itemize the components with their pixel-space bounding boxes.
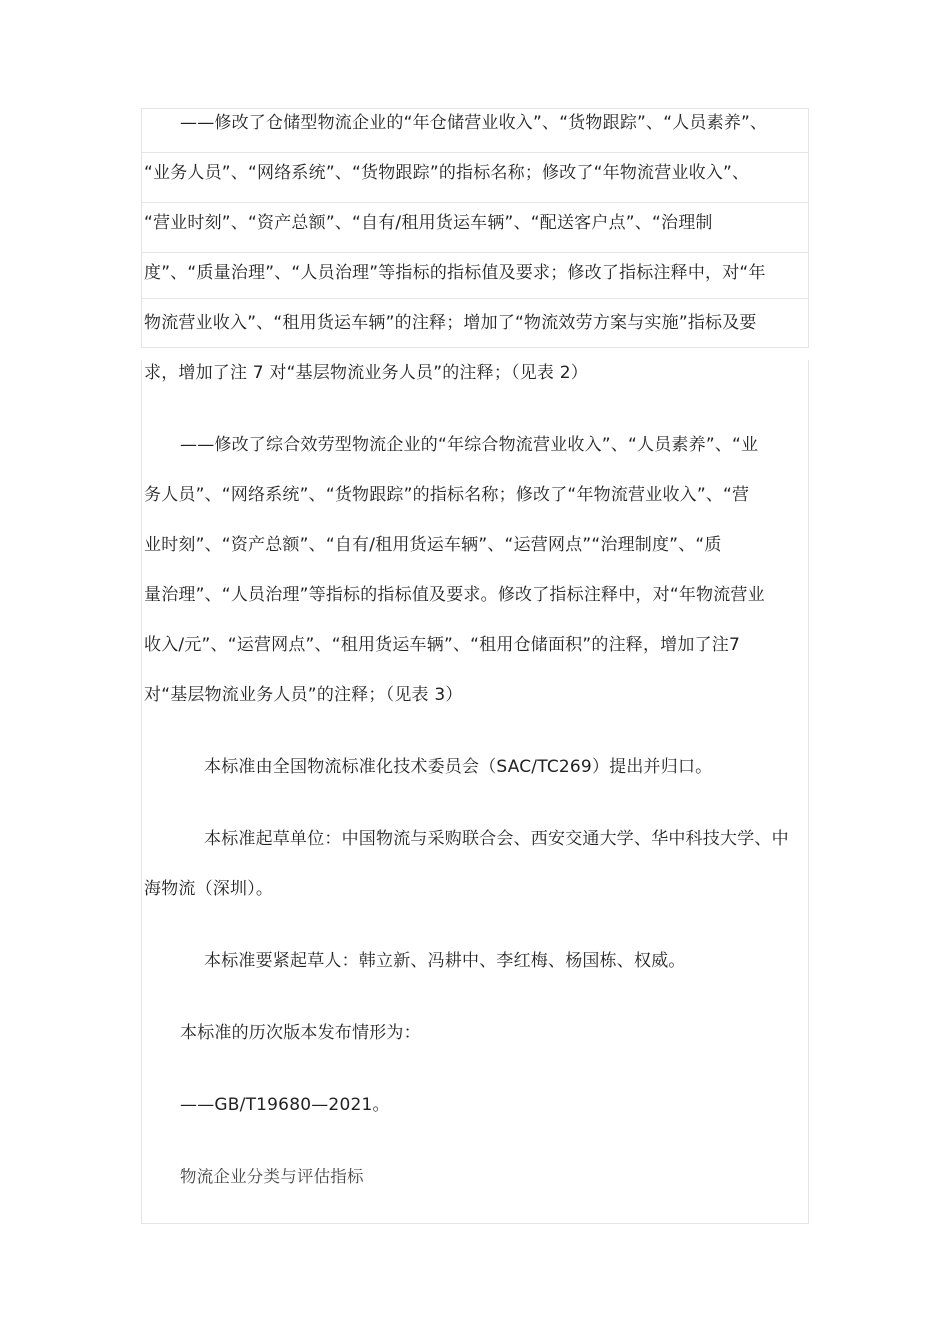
text-line: 务人员”、“网络系统”、“货物跟踪”的指标名称；修改了“年物流营业收入”、“营: [144, 485, 750, 505]
divider-line: [141, 252, 809, 253]
divider-line: [141, 152, 809, 153]
text-line: 物流企业分类与评估指标: [180, 1167, 364, 1186]
text-line: “业务人员”、“网络系统”、“货物跟踪”的指标名称；修改了“年物流营业收入”、: [144, 163, 750, 183]
text-line: ——修改了综合效劳型物流企业的“年综合物流营业收入”、“人员素养”、“业: [180, 435, 759, 455]
text-line: 度”、“质量治理”、“人员治理”等指标的指标值及要求；修改了指标注释中，对“年: [144, 263, 766, 283]
text-line: 求，增加了注 7 对“基层物流业务人员”的注释；（见表 2）: [144, 363, 588, 383]
divider-line: [141, 202, 809, 203]
text-line: 本标准的历次版本发布情形为：: [180, 1023, 421, 1043]
text-line: “营业时刻”、“资产总额”、“自有/租用货运车辆”、“配送客户点”、“治理制: [144, 213, 713, 233]
text-line: 量治理”、“人员治理”等指标的指标值及要求。修改了指标注释中，对“年物流营业: [144, 585, 765, 605]
text-line: 本标准起草单位：中国物流与采购联合会、西安交通大学、华中科技大学、中: [204, 829, 789, 849]
text-line: 业时刻”、“资产总额”、“自有/租用货运车辆”、“运营网点”“治理制度”、“质: [144, 535, 722, 555]
text-line: ——GB/T19680—2021。: [180, 1095, 390, 1115]
text-line: 对“基层物流业务人员”的注释；（见表 3）: [144, 685, 463, 705]
text-line: ——修改了仓储型物流企业的“年仓储营业收入”、“货物跟踪”、“人员素养”、: [180, 113, 768, 133]
text-line: 本标准由全国物流标准化技术委员会（SAC/TC269）提出并归口。: [204, 757, 713, 777]
text-line: 物流营业收入”、“租用货运车辆”的注释；增加了“物流效劳方案与实施”指标及要: [144, 313, 757, 333]
divider-line: [141, 298, 809, 299]
text-line: 收入/元”、“运营网点”、“租用货运车辆”、“租用仓储面积”的注释，增加了注7: [144, 635, 740, 655]
text-line: 本标准要紧起草人：韩立新、冯耕中、李红梅、杨国栋、权威。: [204, 951, 686, 971]
text-line: 海物流（深圳）。: [144, 879, 274, 899]
